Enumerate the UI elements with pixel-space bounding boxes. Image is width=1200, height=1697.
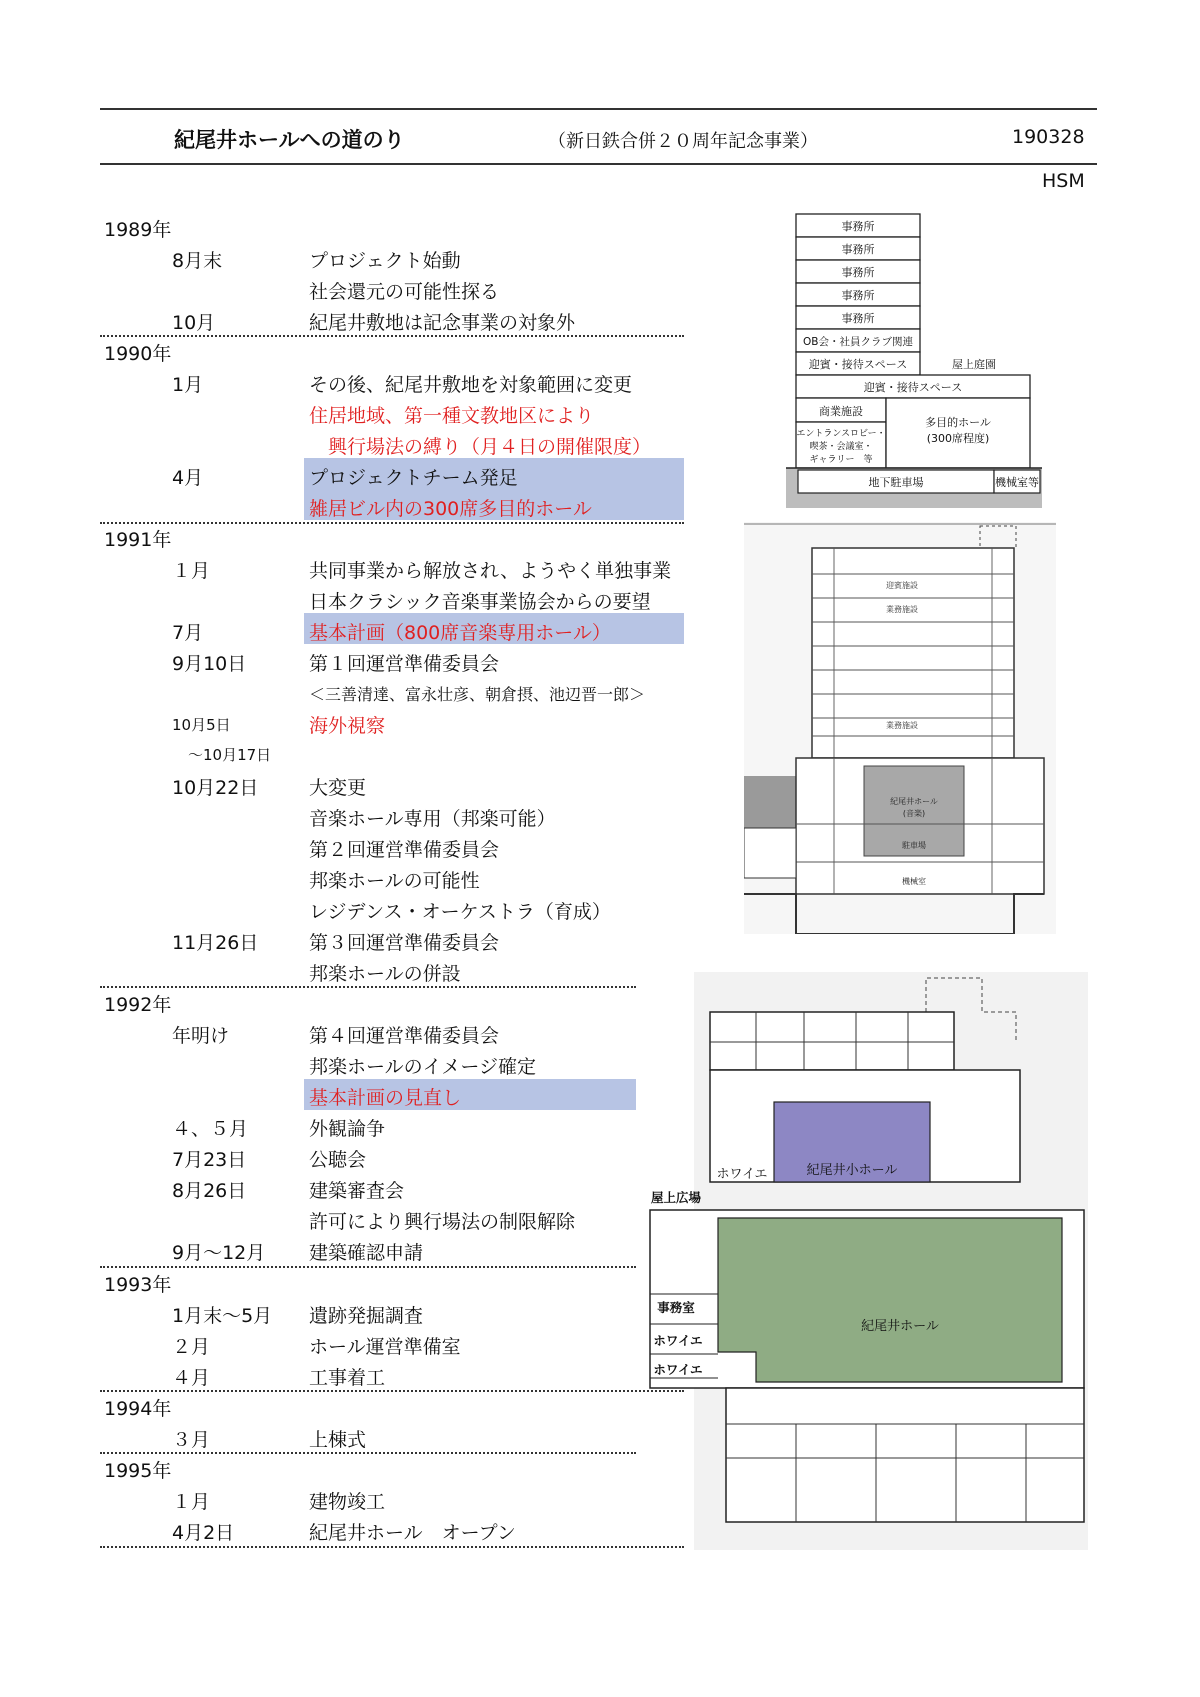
- month-label: １月: [172, 560, 211, 582]
- program-entrance-1: エントランスロビー・: [796, 429, 886, 439]
- section-business-2: 業務施設: [886, 721, 918, 730]
- month-label: １月: [172, 1491, 211, 1513]
- program-entrance-3: ギャラリー 等: [809, 455, 873, 465]
- main-hall-label: 紀尾井ホール: [861, 1319, 939, 1334]
- foyer-1-label: ホワイエ: [653, 1333, 703, 1348]
- program-office-1: 事務所: [841, 220, 875, 233]
- program-multi-hall-seats: (300席程度): [926, 432, 990, 445]
- month-label: 8月26日: [172, 1180, 247, 1202]
- month-label: 10月22日: [172, 777, 259, 799]
- program-reception: 迎賓・接待スペース: [863, 381, 963, 394]
- office-label: 事務室: [657, 1300, 695, 1315]
- year-1994: 1994年: [104, 1398, 172, 1420]
- month-label: ４、５月: [172, 1118, 249, 1140]
- program-office-3: 事務所: [841, 266, 875, 279]
- event-text: 建築審査会: [309, 1180, 405, 1202]
- month-label: 10月5日: [172, 716, 231, 734]
- event-text: 外観論争: [309, 1118, 386, 1140]
- year-divider: [100, 1546, 684, 1548]
- event-text: 第４回運営準備委員会: [309, 1025, 500, 1047]
- month-label: ３月: [172, 1429, 211, 1451]
- roof-plaza-label: 屋上広場: [650, 1190, 702, 1205]
- section-hall-sub: (音楽): [902, 809, 926, 818]
- month-label: 10月: [172, 312, 216, 334]
- year-divider: [100, 986, 636, 988]
- program-entrance-2: 喫茶・会議室・: [809, 442, 873, 452]
- program-parking: 地下駐車場: [868, 476, 924, 489]
- year-divider: [100, 522, 684, 524]
- event-text: 上棟式: [309, 1429, 367, 1451]
- month-label: ４月: [172, 1367, 211, 1389]
- event-text: 基本計画の見直し: [309, 1087, 462, 1109]
- program-rooftop-garden: 屋上庭園: [952, 358, 996, 371]
- event-text: プロジェクトチーム発足: [309, 467, 518, 489]
- month-label: 8月末: [172, 250, 223, 272]
- event-text: 共同事業から解放され、ようやく単独事業: [309, 560, 672, 582]
- document-date: 190328: [1012, 126, 1085, 148]
- year-1989: 1989年: [104, 219, 172, 241]
- event-text: プロジェクト始動: [309, 250, 461, 272]
- event-text: 雑居ビル内の300席多目的ホール: [309, 498, 592, 520]
- month-label: 9月10日: [172, 653, 247, 675]
- event-text: 建築確認申請: [309, 1242, 424, 1264]
- event-text: 遺跡発掘調査: [309, 1305, 424, 1327]
- event-text: 第２回運営準備委員会: [309, 839, 500, 861]
- year-1990: 1990年: [104, 343, 172, 365]
- hall-section-drawing: [646, 972, 1088, 1550]
- event-text: 基本計画（800席音楽専用ホール）: [309, 622, 611, 644]
- year-divider: [100, 335, 684, 337]
- building-program-diagram: [786, 204, 1042, 510]
- year-1991: 1991年: [104, 529, 172, 551]
- year-divider: [100, 1390, 684, 1392]
- event-text: ＜三善清達、富永壮彦、朝倉摂、池辺晋一郎＞: [309, 685, 646, 704]
- month-label: 年明け: [172, 1025, 230, 1047]
- month-label: 7月23日: [172, 1149, 247, 1171]
- month-label: ～10月17日: [188, 746, 272, 764]
- section-parking: 駐車場: [902, 841, 926, 850]
- event-text: 第１回運営準備委員会: [309, 653, 500, 675]
- year-1992: 1992年: [104, 994, 172, 1016]
- year-divider: [100, 1452, 636, 1454]
- event-text: 日本クラシック音楽事業協会からの要望: [309, 591, 651, 613]
- event-text: 建物竣工: [309, 1491, 386, 1513]
- section-hall: 紀尾井ホール: [890, 797, 938, 806]
- month-label: 4月2日: [172, 1522, 235, 1544]
- event-text: 紀尾井ホール オープン: [309, 1522, 516, 1544]
- foyer-2-label: ホワイエ: [653, 1362, 703, 1377]
- event-text: 社会還元の可能性探る: [309, 281, 500, 303]
- section-reception: 迎賓施設: [886, 581, 918, 590]
- program-commercial: 商業施設: [819, 405, 863, 418]
- page-subtitle: （新日鉄合併２０周年記念事業）: [548, 131, 818, 152]
- foyer-top-label: ホワイエ: [716, 1167, 768, 1182]
- program-reception-small: 迎賓・接待スペース: [808, 358, 908, 371]
- event-text: 紀尾井敷地は記念事業の対象外: [309, 312, 576, 334]
- event-text: 邦楽ホールの併設: [309, 963, 461, 985]
- program-office-2: 事務所: [841, 243, 875, 256]
- event-text: ホール運営準備室: [309, 1336, 461, 1358]
- event-text: 住居地域、第一種文教地区により: [309, 405, 595, 427]
- program-multi-hall: 多目的ホール: [925, 416, 991, 429]
- month-label: 1月: [172, 374, 204, 396]
- month-label: 9月～12月: [172, 1242, 266, 1264]
- event-text: レジデンス・オーケストラ（育成）: [309, 901, 611, 923]
- section-machine: 機械室: [902, 877, 926, 886]
- month-label: ２月: [172, 1336, 211, 1358]
- document-author: HSM: [1042, 170, 1085, 192]
- page-title: 紀尾井ホールへの道のり: [174, 128, 405, 152]
- program-ob-club: OB会・社員クラブ関連: [803, 336, 913, 348]
- event-text: その後、紀尾井敷地を対象範囲に変更: [309, 374, 633, 396]
- program-office-4: 事務所: [841, 289, 875, 302]
- section-business-1: 業務施設: [886, 605, 918, 614]
- event-text: 大変更: [309, 777, 367, 799]
- month-label: 1月末～5月: [172, 1305, 273, 1327]
- month-label: 7月: [172, 622, 204, 644]
- small-hall-label: 紀尾井小ホール: [806, 1163, 898, 1178]
- month-label: 4月: [172, 467, 204, 489]
- year-divider: [100, 1266, 636, 1268]
- event-text: 工事着工: [309, 1367, 386, 1389]
- event-text: 音楽ホール専用（邦楽可能）: [309, 808, 556, 830]
- event-text: 公聴会: [309, 1149, 367, 1171]
- event-text: 興行場法の縛り（月４日の開催限度）: [309, 436, 652, 458]
- event-text: 邦楽ホールのイメージ確定: [309, 1056, 537, 1078]
- event-text: 海外視察: [309, 715, 386, 737]
- year-1995: 1995年: [104, 1460, 172, 1482]
- program-office-5: 事務所: [841, 312, 875, 325]
- event-text: 許可により興行場法の制限解除: [309, 1211, 576, 1233]
- program-machine: 機械室等: [995, 476, 1039, 489]
- event-text: 第３回運営準備委員会: [309, 932, 500, 954]
- event-text: 邦楽ホールの可能性: [309, 870, 480, 892]
- building-section-drawing: [744, 522, 1056, 934]
- main-hall-area: [718, 1218, 1062, 1382]
- month-label: 11月26日: [172, 932, 259, 954]
- year-1993: 1993年: [104, 1274, 172, 1296]
